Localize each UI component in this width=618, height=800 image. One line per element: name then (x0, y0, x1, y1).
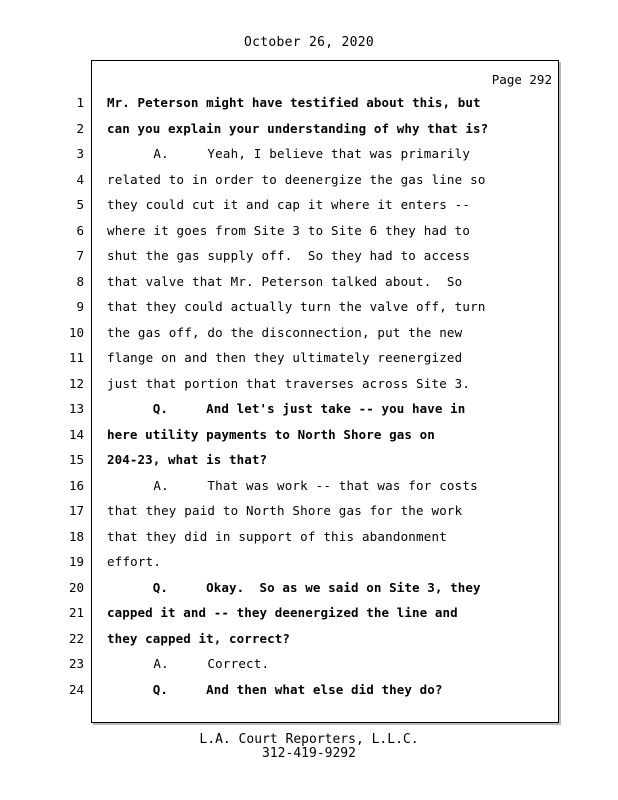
line-text: here utility payments to North Shore gas on (107, 426, 435, 442)
line-number: 15 (68, 452, 84, 467)
line-number: 4 (76, 171, 84, 187)
line-text: Q. And then what else did they do? (107, 681, 443, 697)
line-text: that they could actually turn the valve off, turn (107, 299, 486, 314)
transcript-line (0, 476, 618, 496)
reporter-company: L.A. Court Reporters, L.L.C. (199, 732, 419, 747)
transcript-line (0, 246, 618, 266)
line-text: just that portion that traverses across Site 3. (107, 375, 471, 391)
line-text: effort. (107, 554, 162, 569)
line-number: 23 (68, 656, 84, 671)
transcript-line (0, 603, 618, 623)
line-text: A. Yeah, I believe that was primarily (107, 146, 471, 161)
line-text: where it goes from Site 3 to Site 6 they had to (107, 222, 471, 238)
line-text: A. That was work -- that was for costs (107, 477, 478, 493)
line-text: capped it and -- they deenergized the line and (107, 605, 458, 620)
line-number: 18 (68, 528, 84, 544)
line-number: 1 (76, 95, 84, 110)
transcript-line (0, 450, 618, 470)
line-text: Q. Okay. So as we said on Site 3, they (107, 579, 481, 595)
transcript-line (0, 348, 618, 368)
line-number: 9 (76, 299, 84, 314)
line-number: 14 (68, 426, 84, 442)
transcript-line (0, 680, 618, 700)
line-number: 16 (68, 477, 84, 493)
line-number: 8 (76, 273, 84, 289)
line-number: 13 (68, 401, 84, 416)
line-text: 204-23, what is that? (107, 452, 268, 467)
line-number: 6 (76, 222, 84, 238)
line-text: shut the gas supply off. So they had to access (107, 248, 471, 263)
reporter-phone: 312-419-9292 (262, 746, 356, 761)
page-number: Page 292 (491, 72, 552, 87)
transcript-line (0, 195, 618, 215)
line-number: 24 (68, 681, 84, 697)
line-number: 7 (76, 248, 84, 263)
transcript-line (0, 527, 618, 547)
transcript-line (0, 629, 618, 649)
line-text: they could cut it and cap it where it enters -- (107, 197, 471, 212)
line-text: that they did in support of this abandonment (107, 528, 447, 544)
line-text: A. Correct. (107, 656, 270, 671)
line-number: 17 (68, 503, 84, 518)
line-number: 10 (68, 324, 84, 340)
line-text: that they paid to North Shore gas for the work (107, 503, 463, 518)
line-number: 5 (76, 197, 84, 212)
transcript-line (0, 170, 618, 190)
line-text: Q. And let's just take -- you have in (107, 401, 466, 416)
transcript-line (0, 552, 618, 572)
line-text: can you explain your understanding of why that is? (107, 120, 489, 136)
line-number: 2 (76, 120, 84, 136)
line-number: 22 (68, 630, 84, 646)
line-number: 21 (68, 605, 84, 620)
transcript-line (0, 297, 618, 317)
footer (0, 733, 618, 761)
line-number: 20 (68, 579, 84, 595)
line-text: flange on and then they ultimately reenergized (107, 350, 463, 365)
line-text: related to in order to deenergize the gas line so (107, 171, 486, 187)
transcript-line (0, 374, 618, 394)
transcript-line (0, 399, 618, 419)
transcript-line (0, 144, 618, 164)
line-text: they capped it, correct? (107, 630, 291, 646)
transcript-line (0, 323, 618, 343)
line-number: 12 (68, 375, 84, 391)
transcript-line (0, 221, 618, 241)
line-number: 19 (68, 554, 84, 569)
transcript-date: October 26, 2020 (243, 35, 375, 50)
transcript-line (0, 119, 618, 139)
transcript-line (0, 501, 618, 521)
line-number: 3 (76, 146, 84, 161)
transcript-line (0, 272, 618, 292)
transcript-line (0, 425, 618, 445)
transcript-line (0, 654, 618, 674)
line-text: Mr. Peterson might have testified about this, but (107, 95, 481, 110)
transcript-line (0, 93, 618, 113)
transcript-line (0, 578, 618, 598)
line-number: 11 (68, 350, 84, 365)
line-text: that valve that Mr. Peterson talked about. So (107, 273, 463, 289)
line-text: the gas off, do the disconnection, put the new (107, 324, 463, 340)
